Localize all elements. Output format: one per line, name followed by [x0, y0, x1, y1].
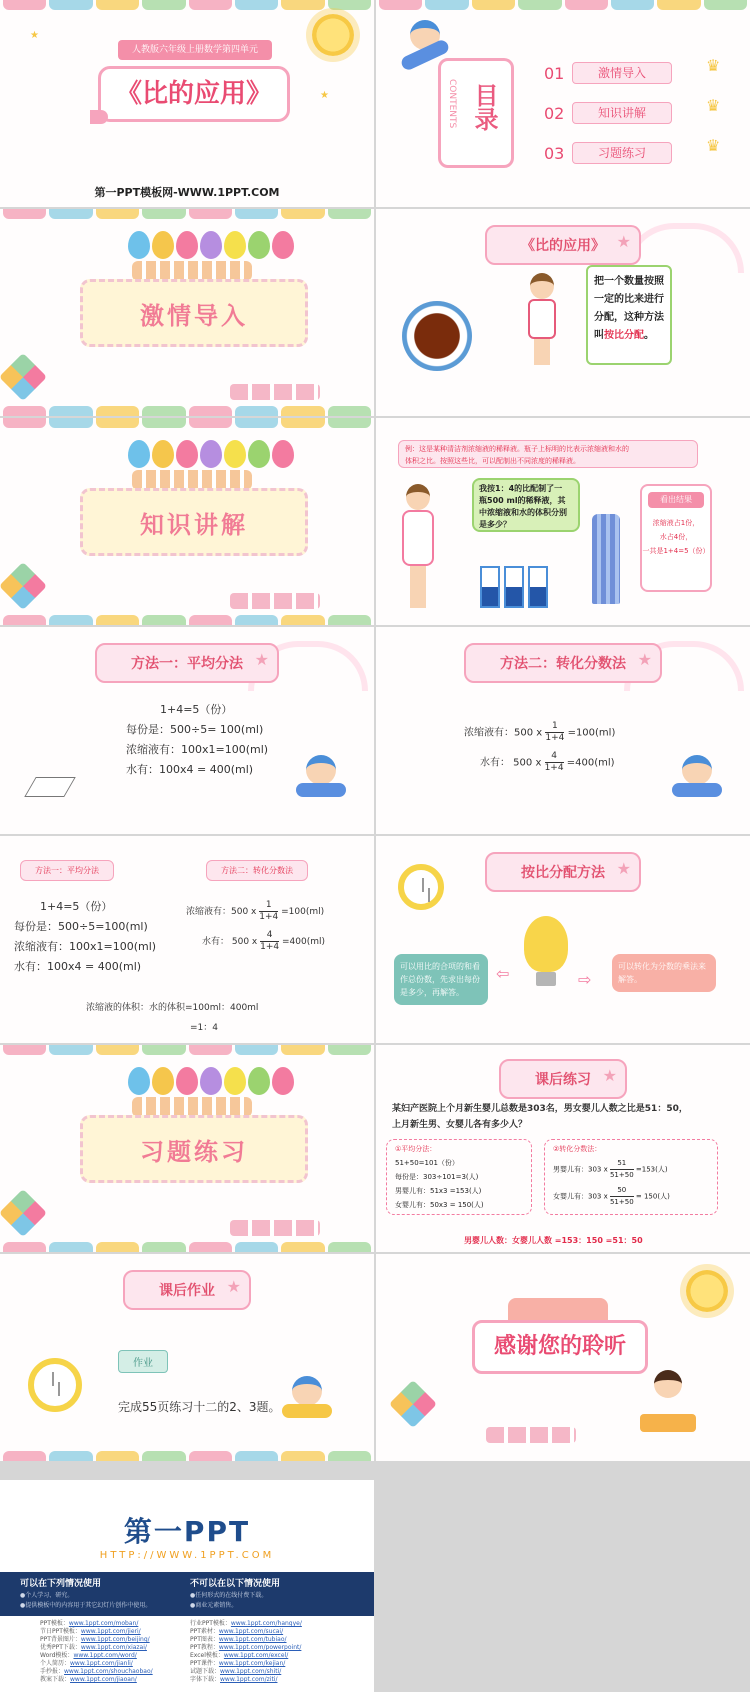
link-url[interactable]: www.1ppt.com/ziti/: [220, 1676, 278, 1683]
slide-homework[interactable]: [0, 1254, 374, 1461]
page-title: 方法一：平均分法 ★: [95, 643, 279, 683]
slide-method-one[interactable]: [0, 627, 374, 834]
ratio-bottle: 1:5: [528, 566, 548, 608]
link-label: PPT图表：: [190, 1636, 219, 1643]
method-tag-1: 方法一：平均分法: [20, 860, 114, 881]
catalog-num: 02: [544, 104, 565, 123]
link-label: PPT课件：: [190, 1660, 219, 1667]
link-label: 手抄报：: [40, 1668, 65, 1675]
usage-banner: [0, 1572, 374, 1616]
crown-icon: ♛: [706, 96, 721, 115]
link-label: Word模板：: [40, 1652, 74, 1659]
question-line: 某妇产医院上个月新生婴儿总数是303名，男女婴儿人数之比是51：50，: [392, 1104, 688, 1114]
method-title: ②转化分数法：: [553, 1145, 602, 1153]
train-icon: [486, 1427, 576, 1443]
cover-subtitle: 人教版六年级上册数学第四单元: [118, 40, 272, 60]
boy-reading-icon: [282, 1376, 332, 1436]
slide-section-intro[interactable]: [0, 209, 374, 416]
box-line: 是多少，再解答。: [400, 988, 464, 997]
fraction: $\frac{4}{1+4}$: [260, 930, 280, 952]
link-url[interactable]: www.1ppt.com/jianli/: [70, 1660, 133, 1667]
link-row[interactable]: [40, 1652, 153, 1660]
box-line: 可以转化为分数的乘法来: [618, 962, 706, 971]
balloons-icon: [128, 440, 294, 468]
slide-section-exercise[interactable]: [0, 1045, 374, 1252]
fraction: $\frac{50}{51+50}$: [609, 1186, 634, 1206]
windmill-icon: [0, 562, 47, 610]
kids-illustration: [132, 1097, 252, 1117]
slide-compare[interactable]: [0, 836, 374, 1043]
link-url[interactable]: www.1ppt.com/shouchaobao/: [64, 1668, 153, 1675]
highlight-term: 按比分配: [604, 330, 644, 341]
calc-line: 每份是：500÷5= 100(ml): [126, 723, 264, 736]
left-arrow-icon: ⇦: [496, 964, 510, 983]
site-text[interactable]: 第一PPT模板网-WWW.1PPT.COM: [94, 186, 280, 199]
calc-line: 1+4=5（份）: [160, 703, 233, 716]
link-url[interactable]: www.1ppt.com/hangye/: [230, 1620, 302, 1627]
usage-line: ●任何形式的在线付费下载。: [190, 1592, 268, 1599]
catalog-item-3[interactable]: 习题练习: [572, 142, 672, 164]
girl-at-desk-icon: [640, 1370, 696, 1440]
link-row[interactable]: [40, 1676, 153, 1684]
slide-method-summary[interactable]: [376, 836, 750, 1043]
link-label: 字体下载：: [190, 1676, 221, 1683]
calc-line: 水有：100x4 = 400(ml): [126, 763, 254, 776]
bubble-line: 瓶500 ml的稀释液，其: [479, 496, 566, 505]
page-title: 课后作业 ★: [123, 1270, 251, 1310]
link-url[interactable]: www.1ppt.com/powerpoint/: [218, 1644, 302, 1651]
example-line: 例：这是某种清洁剂浓缩液的稀释液。瓶子上标明的比表示浓缩液和水的: [405, 445, 629, 453]
link-url[interactable]: www.1ppt.com/excel/: [223, 1652, 289, 1659]
links-right: [190, 1620, 302, 1684]
question-line: 上月新生男、女婴儿各有多少人？: [392, 1120, 528, 1130]
method-one-box: [386, 1139, 532, 1215]
result-line: 水占4份，: [659, 533, 693, 541]
train-icon: [230, 384, 320, 400]
definition-line: 把一个数量按照: [594, 276, 664, 287]
link-label: 试题下载：: [190, 1668, 221, 1675]
kids-illustration: [132, 470, 252, 490]
link-row[interactable]: [40, 1620, 153, 1628]
link-url[interactable]: www.1ppt.com/kejian/: [218, 1660, 286, 1667]
page-title: 《比的应用》 ★: [485, 225, 641, 265]
ratio-bottle: 1:4: [504, 566, 524, 608]
result-line: 一共是1+4=5（份）: [642, 547, 710, 555]
balloons-icon: [128, 231, 294, 259]
bunting: [0, 1045, 374, 1055]
link-row[interactable]: [190, 1628, 302, 1636]
bunting: [0, 615, 374, 625]
links-left: [40, 1620, 153, 1684]
boy-with-pencil-icon: [672, 755, 722, 815]
lightbulb-base: [536, 972, 556, 986]
calc-line: 浓缩液有：100x1=100(ml): [14, 940, 157, 953]
windmill-icon: [0, 353, 47, 401]
usage-line: ●提供模板中的内容用于其它幻灯片创作中使用。: [20, 1602, 152, 1609]
link-url[interactable]: www.1ppt.com/jieri/: [80, 1628, 141, 1635]
definition-line: 叫按比分配。: [594, 330, 654, 341]
paper-plane-icon: [24, 777, 76, 797]
link-url[interactable]: www.1ppt.com/beijing/: [80, 1636, 150, 1643]
fraction: $\frac{4}{1+4}$: [544, 751, 564, 773]
link-row[interactable]: [40, 1636, 153, 1644]
train-icon: [230, 593, 320, 609]
page-title: 方法二：转化分数法 ★: [464, 643, 662, 683]
calc-line: 浓缩液有：100x1=100(ml): [126, 743, 269, 756]
sun-icon: [312, 14, 354, 56]
slide-credits[interactable]: [0, 1480, 374, 1692]
catalog-label: 目录: [470, 83, 498, 131]
link-label: PPT模板：: [40, 1620, 69, 1627]
section-title: 激情导入: [80, 279, 308, 347]
slide-thanks[interactable]: [376, 1254, 750, 1461]
liquid-bowl-icon: [402, 301, 472, 371]
definition-box: [586, 265, 672, 365]
bubble-line: 我按1：4的比配制了一: [479, 484, 563, 493]
link-url[interactable]: www.1ppt.com/xiazai/: [80, 1644, 147, 1651]
speech-bubble: [472, 478, 580, 532]
catalog-card: [438, 58, 514, 168]
cover-title: 《比的应用》: [98, 66, 290, 122]
link-label: PPT背景图片：: [40, 1636, 81, 1643]
page-title: 按比分配方法 ★: [485, 852, 641, 892]
slide-practice[interactable]: [376, 1045, 750, 1252]
usage-line: ●商业元素销售。: [190, 1602, 238, 1609]
slide-cover[interactable]: [0, 0, 374, 207]
box-line: 可以用比的合项的和看: [400, 962, 480, 971]
homework-tag: 作业: [118, 1350, 168, 1373]
ratio-bottles: [480, 566, 548, 608]
section-title: 知识讲解: [80, 488, 308, 556]
ratio-line: =1：4: [190, 1023, 218, 1033]
boy-with-pencil-icon: [296, 755, 346, 815]
definition-line: 分配，这种方法: [594, 312, 664, 323]
fraction: $\frac{1}{1+4}$: [545, 721, 565, 743]
link-label: PPT教程：: [190, 1644, 219, 1651]
bunting: [0, 1242, 374, 1252]
bunting: [0, 418, 374, 428]
clock-icon: [28, 1358, 82, 1412]
homework-task: 完成55页练习十二的2、3题。: [118, 1400, 281, 1414]
link-row[interactable]: [190, 1660, 302, 1668]
bunting: [0, 0, 374, 10]
method-tag-2: 方法二：转化分数法: [206, 860, 308, 881]
bunting: [376, 0, 750, 10]
result-line: 浓缩液占1份，: [652, 519, 700, 527]
link-label: 个人简历：: [40, 1660, 71, 1667]
star-icon: ★: [30, 30, 39, 41]
page-title: 课后练习 ★: [499, 1059, 627, 1099]
calc-line: 女婴儿有：50x3 = 150(人): [395, 1201, 484, 1209]
link-row[interactable]: [40, 1668, 153, 1676]
link-row[interactable]: [190, 1652, 302, 1660]
slide-example[interactable]: [376, 418, 750, 625]
kids-illustration: [132, 261, 252, 281]
example-line: 体积之比。按照这些比，可以配制出不同浓度的稀释液。: [405, 457, 580, 465]
method-title: ①平均分法：: [395, 1145, 437, 1153]
link-row[interactable]: [40, 1660, 153, 1668]
slide-method-two[interactable]: [376, 627, 750, 834]
result-title: 看出结果: [648, 492, 704, 508]
can-title: 可以在下列情况使用: [20, 1579, 102, 1589]
lightbulb-icon: [524, 916, 568, 972]
link-row[interactable]: [190, 1668, 302, 1676]
method-two-box: [544, 1139, 718, 1215]
megaphone-icon: [90, 110, 108, 124]
site-url[interactable]: HTTP://WWW.1PPT.COM: [99, 1550, 275, 1561]
calc-line: 每份是：500÷5=100(ml): [14, 920, 148, 933]
contents-label: CONTENTS: [447, 79, 457, 129]
star-icon: ★: [320, 90, 329, 101]
link-url[interactable]: www.1ppt.com/jiaoan/: [70, 1676, 137, 1683]
windmill-icon: [0, 1189, 47, 1237]
answer-line: 男婴儿人数：女婴儿人数 =153：150 =51：50: [464, 1236, 643, 1245]
teacher-icon: [522, 273, 562, 365]
big-bottle-icon: [592, 514, 620, 604]
method-right-box: [612, 954, 716, 992]
definition-line: 一定的比来进行: [594, 294, 664, 305]
fraction: $\frac{1}{1+4}$: [259, 900, 279, 922]
link-row[interactable]: [40, 1628, 153, 1636]
link-url[interactable]: www.1ppt.com/word/: [73, 1652, 137, 1659]
link-label: 节日PPT模板：: [40, 1628, 81, 1635]
calc-line: 1+4=5（份）: [40, 900, 113, 913]
bubble-line: 中浓缩液和水的体积分别: [479, 508, 567, 517]
slide-catalog[interactable]: [376, 0, 750, 207]
catalog-item-1[interactable]: 激情导入: [572, 62, 672, 84]
link-url[interactable]: www.1ppt.com/moban/: [68, 1620, 139, 1627]
link-row[interactable]: [190, 1620, 302, 1628]
ratio-line: 浓缩液的体积：水的体积=100ml：400ml: [86, 1003, 259, 1013]
method-left-box: [394, 954, 488, 1005]
crown-icon: ♛: [706, 136, 721, 155]
catalog-num: 03: [544, 144, 565, 163]
link-row[interactable]: [190, 1644, 302, 1652]
clock-icon: [398, 864, 444, 910]
slide-definition[interactable]: [376, 209, 750, 416]
fraction-row-2: 水有： 500 x $\frac{4}{1+4}$ =400(ml): [202, 930, 325, 952]
box-line: 作总份数，先求出每份: [400, 975, 480, 984]
fraction-row: 男婴儿有：303 x $\frac{51}{51+50}$ =153(人): [553, 1159, 668, 1179]
ratio-bottle: 1:3: [480, 566, 500, 608]
link-label: 行业PPT模板：: [190, 1620, 231, 1627]
fraction-row: 女婴儿有：303 x $\frac{50}{51+50}$ = 150(人): [553, 1186, 670, 1206]
fraction: $\frac{51}{51+50}$: [609, 1159, 634, 1179]
woman-icon: [398, 484, 438, 608]
link-label: PPT素材：: [190, 1628, 219, 1635]
thanks-title: 感谢您的聆听: [472, 1320, 648, 1374]
link-url[interactable]: www.1ppt.com/sucai/: [218, 1628, 284, 1635]
catalog-num: 01: [544, 64, 565, 83]
link-label: Excel模板：: [190, 1652, 224, 1659]
link-row[interactable]: [190, 1676, 302, 1684]
section-title: 习题练习: [80, 1115, 308, 1183]
catalog-item-2[interactable]: 知识讲解: [572, 102, 672, 124]
link-label: 优秀PPT下载：: [40, 1644, 81, 1651]
train-icon: [230, 1220, 320, 1236]
link-url[interactable]: www.1ppt.com/shiti/: [220, 1668, 282, 1675]
balloons-icon: [128, 1067, 294, 1095]
link-row[interactable]: [40, 1644, 153, 1652]
calc-line: 每份是：303÷101=3(人): [395, 1173, 479, 1181]
link-label: 教案下载：: [40, 1676, 71, 1683]
logo: 第一PPT: [123, 1515, 251, 1548]
bubble-line: 是多少？: [479, 520, 511, 529]
calc-line: 水有：100x4 = 400(ml): [14, 960, 142, 973]
windmill-icon: [389, 1380, 437, 1428]
fraction-row-1: 浓缩液有：500 x $\frac{1}{1+4}$ =100(ml): [186, 900, 325, 922]
sun-icon: [686, 1270, 728, 1312]
link-url[interactable]: www.1ppt.com/tubiao/: [218, 1636, 287, 1643]
example-box: [398, 440, 698, 468]
bunting: [0, 406, 374, 416]
result-box: [640, 484, 712, 592]
link-row[interactable]: [190, 1636, 302, 1644]
bunting: [0, 209, 374, 219]
usage-line: ●个人学习、研究。: [20, 1592, 74, 1599]
fraction-row-1: 浓缩液有：500 x $\frac{1}{1+4}$ =100(ml): [464, 721, 616, 743]
calc-line: 男婴儿有：51x3 =153(人): [395, 1187, 482, 1195]
right-arrow-icon: ⇨: [578, 970, 592, 989]
box-line: 解答。: [618, 975, 642, 984]
calc-line: 51+50=101（份）: [395, 1159, 459, 1167]
slide-section-knowledge[interactable]: [0, 418, 374, 625]
bunting: [0, 1451, 374, 1461]
crown-icon: ♛: [706, 56, 721, 75]
cannot-title: 不可以在以下情况使用: [190, 1579, 281, 1589]
fraction-row-2: 水有： 500 x $\frac{4}{1+4}$ =400(ml): [480, 751, 615, 773]
